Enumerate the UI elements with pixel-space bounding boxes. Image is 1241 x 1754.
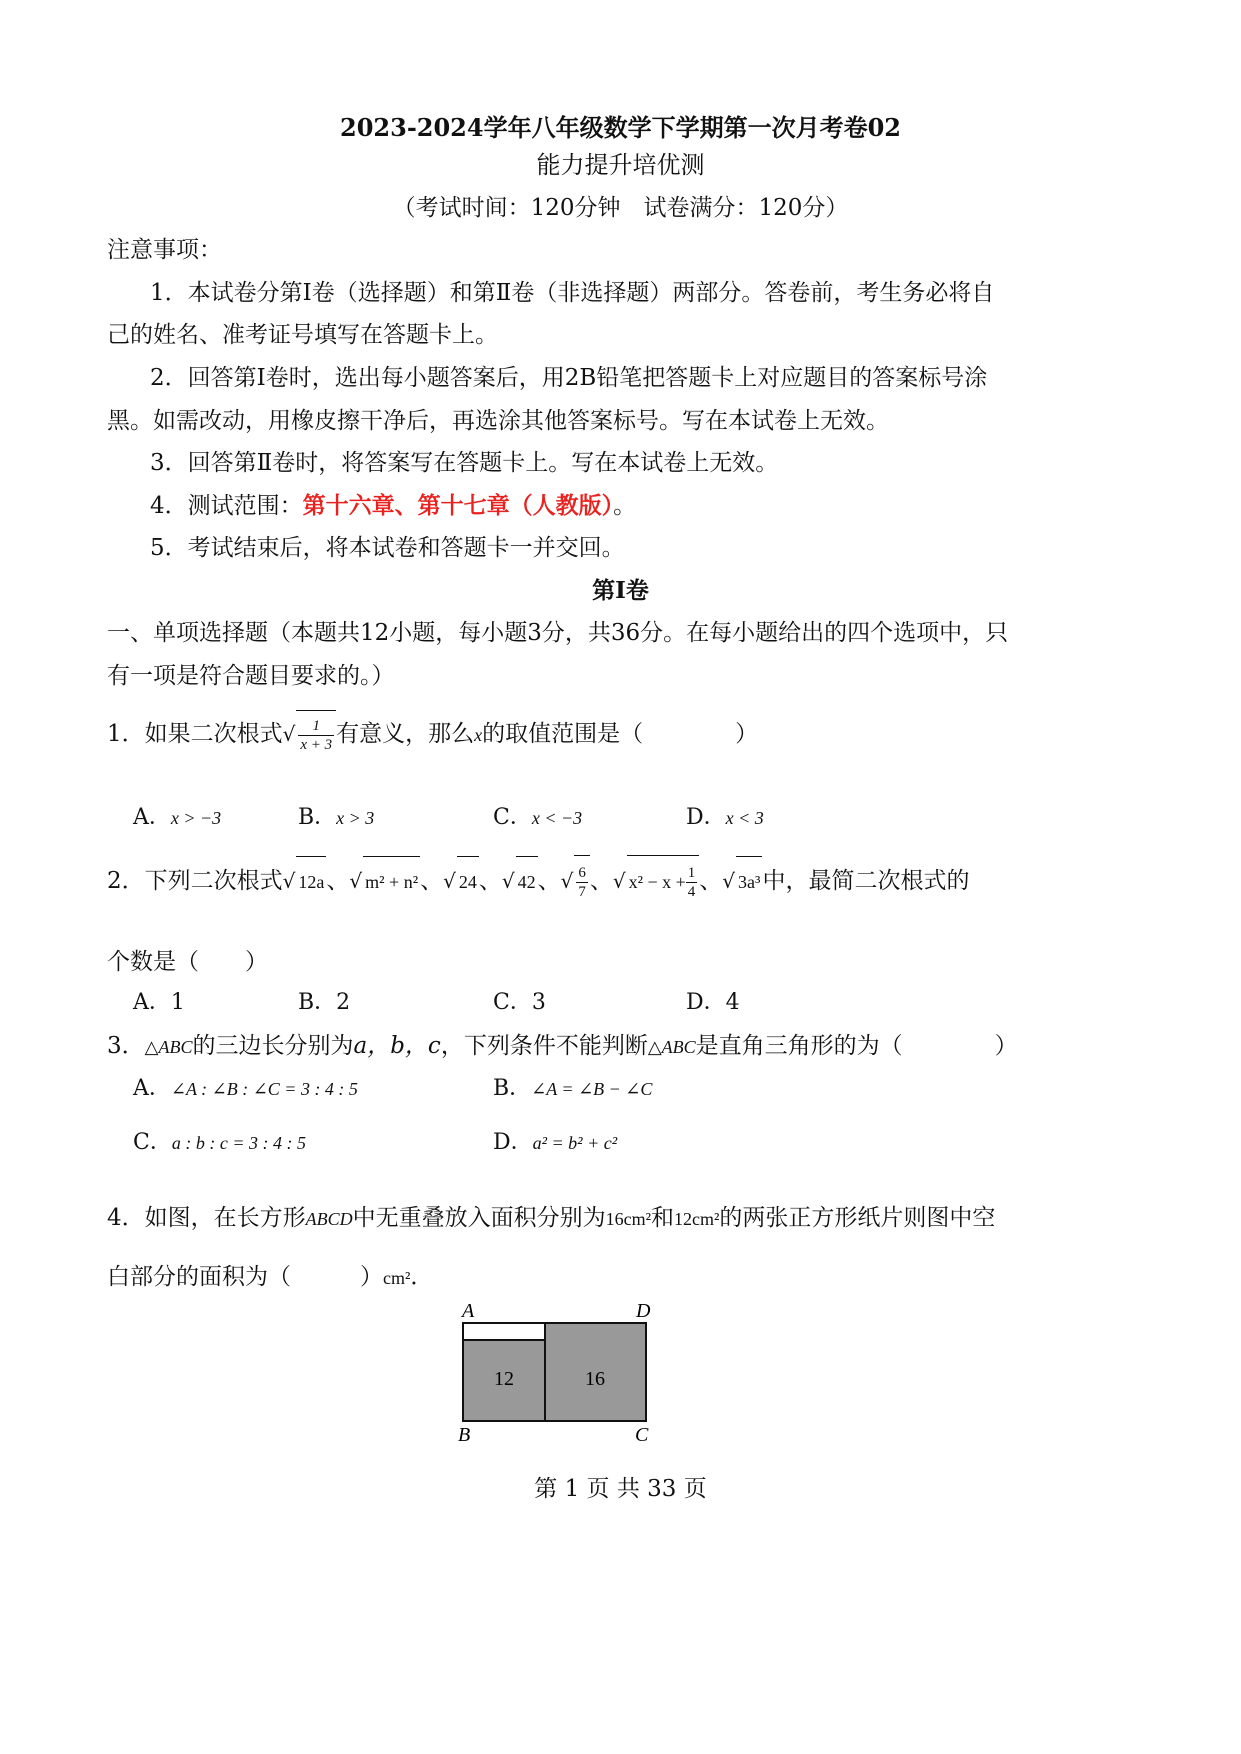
radical-sign-icon: √: [560, 869, 574, 893]
part1-line-2: 有一项是符合题目要求的。）: [107, 663, 395, 689]
volume-title: 第Ⅰ卷: [592, 577, 649, 604]
radical-sign-icon: √: [282, 722, 296, 746]
q1-option-d-text: x < 3: [725, 808, 764, 828]
q3-option-c-text: a : b : c = 3 : 4 : 5: [171, 1133, 306, 1153]
q1-suffix-a: 有意义，那么: [336, 721, 475, 747]
q3-vars: a，b，c: [353, 1033, 441, 1059]
note-2-line-2: 黑。如需改动，用橡皮擦干净后，再选涂其他答案标号。写在本试卷上无效。: [107, 408, 889, 434]
q2-sep: 、: [699, 868, 723, 894]
radical-sign-icon: √: [612, 869, 626, 893]
note-1-line-2: 己的姓名、准考证号填写在答题卡上。: [107, 322, 498, 348]
q3-option-b[interactable]: [493, 1074, 652, 1104]
radical-sign-icon: √: [722, 869, 736, 893]
q3-option-a[interactable]: [133, 1074, 358, 1104]
q3-suffix: 是直角三角形的为（ ）: [695, 1033, 1018, 1059]
q1-option-c-text: x < −3: [531, 808, 583, 828]
q2-sep: 、: [326, 868, 350, 894]
q2-option-b[interactable]: B．2: [298, 990, 351, 1015]
question-1: [107, 710, 758, 758]
q2-radicand-2: m² + n²: [363, 856, 420, 907]
q2-r5-den: 7: [578, 883, 586, 900]
q2-r5-num: 6: [578, 864, 586, 881]
q4-suffix: 的两张正方形纸片则图中空: [719, 1205, 996, 1231]
vertex-c-label: C: [635, 1424, 649, 1446]
question-4: [107, 1203, 995, 1234]
q3-option-a-text: ∠A : ∠B : ∠C = 3 : 4 : 5: [170, 1079, 358, 1099]
vertex-d-label: D: [636, 1300, 651, 1322]
q4-mid-a: 中无重叠放入面积分别为: [352, 1205, 606, 1231]
q1-option-d-label: D．: [686, 805, 726, 830]
q1-option-a-text: x > −3: [170, 808, 222, 828]
q2-radicand-5: [574, 855, 590, 906]
q1-radicand: [296, 710, 336, 757]
q1-option-c[interactable]: [493, 803, 582, 833]
q4-line-2-text: 白部分的面积为（ ）: [107, 1264, 383, 1290]
q2-sep: 、: [420, 868, 444, 894]
q4-prefix: 4．如图，在长方形: [107, 1205, 306, 1231]
exam-title: 2023-2024学年八年级数学下学期第一次月考卷02: [340, 113, 901, 142]
large-square-label: 16: [585, 1368, 605, 1390]
q4-rect: ABCD: [305, 1209, 353, 1229]
q1-option-c-label: C．: [493, 805, 532, 830]
q1-option-a[interactable]: [133, 803, 221, 833]
q2-radicand-7: 3a³: [736, 856, 762, 907]
q2-line-2: 个数是（ ）: [107, 949, 268, 975]
vertex-a-label: A: [462, 1300, 475, 1322]
note-3: 3．回答第Ⅱ卷时，将答案写在答题卡上。写在本试卷上无效。: [150, 450, 779, 476]
q2-radicand-1: 12a: [296, 856, 326, 907]
radical-sign-icon: √: [349, 869, 363, 893]
q3-mid-b: ，下列条件不能判断: [440, 1033, 648, 1059]
q3-option-a-label: A．: [133, 1076, 171, 1101]
q2-radicand-6: [627, 855, 700, 907]
q2-suffix: 中，最简二次根式的: [762, 868, 970, 894]
note-1-line-1: 1．本试卷分第Ⅰ卷（选择题）和第Ⅱ卷（非选择题）两部分。答卷前，考生务必将自: [150, 280, 995, 306]
question-3: [107, 1031, 1018, 1062]
q2-sep: 、: [589, 868, 613, 894]
q2-option-d[interactable]: D．4: [686, 990, 740, 1015]
note-4-prefix: 4．测试范围：: [150, 493, 303, 519]
part1-line-1: 一、单项选择题（本题共12小题，每小题3分，共36分。在每小题给出的四个选项中，只: [107, 620, 1009, 646]
note-4-suffix: 。: [613, 493, 637, 519]
q1-option-a-label: A．: [133, 805, 171, 830]
vertex-b-label: B: [458, 1424, 471, 1446]
q4-mid-b: 和: [651, 1205, 675, 1231]
q1-suffix-b: 的取值范围是（ ）: [482, 721, 759, 747]
q2-radicand-3: 24: [457, 856, 479, 907]
q1-option-b[interactable]: [298, 803, 374, 833]
q3-triangle: △ABC: [144, 1037, 193, 1057]
q3-option-d-label: D．: [493, 1130, 533, 1155]
q3-option-c-label: C．: [133, 1130, 172, 1155]
q1-frac-num: 1: [312, 717, 321, 734]
notes-heading: 注意事项：: [107, 237, 222, 263]
q3-option-c[interactable]: [133, 1128, 306, 1158]
q1-frac-den: x + 3: [300, 736, 333, 753]
question-2: [107, 855, 969, 907]
q1-var: x: [474, 725, 483, 745]
q4-end: ．: [410, 1264, 434, 1290]
q3-mid-a: 的三边长分别为: [192, 1033, 354, 1059]
q2-r6-num: 1: [687, 864, 696, 881]
q4-area-2: 12cm²: [674, 1209, 720, 1229]
q4-line-2: [107, 1262, 433, 1293]
q3-option-b-text: ∠A = ∠B − ∠C: [531, 1079, 653, 1099]
radical-sign-icon: √: [443, 869, 456, 893]
q4-area-1: 16cm²: [605, 1209, 652, 1229]
q3-option-d[interactable]: [493, 1128, 617, 1158]
q2-r6-a: x² − x +: [628, 872, 686, 892]
q2-prefix: 2．下列二次根式: [107, 868, 283, 894]
note-4-scope: 第十六章、第十七章（人教版）: [302, 492, 614, 519]
q2-option-a[interactable]: A．1: [133, 990, 185, 1015]
exam-subtitle: 能力提升培优测: [536, 151, 705, 179]
q1-option-b-label: B．: [298, 805, 337, 830]
small-square-label: 12: [494, 1368, 514, 1390]
radical-sign-icon: √: [282, 869, 296, 893]
q2-sep: 、: [537, 868, 561, 894]
note-4: [150, 491, 636, 521]
radical-sign-icon: √: [501, 869, 515, 893]
q2-r6-den: 4: [687, 883, 696, 900]
page-footer: 第 1 页 共 33 页: [534, 1476, 707, 1502]
q1-option-b-text: x > 3: [336, 808, 375, 828]
q3-option-d-text: a² = b² + c²: [532, 1133, 618, 1153]
q3-option-b-label: B．: [493, 1076, 532, 1101]
q4-unit: cm²: [383, 1268, 411, 1288]
rectangle-figure: [440, 1295, 670, 1455]
q2-radicand-4: 42: [516, 856, 538, 907]
note-5: 5．考试结束后，将本试卷和答题卡一并交回。: [150, 535, 625, 561]
note-2-line-1: 2．回答第Ⅰ卷时，选出每小题答案后，用2B铅笔把答题卡上对应题目的答案标号涂: [150, 365, 988, 391]
q3-triangle: △ABC: [647, 1037, 696, 1057]
q3-prefix: 3．: [107, 1033, 145, 1059]
q2-sep: 、: [478, 868, 502, 894]
q2-option-c[interactable]: C．3: [493, 990, 546, 1015]
exam-info: （考试时间：120分钟 试卷满分：120分）: [392, 195, 849, 221]
q1-prefix: 1．如果二次根式: [107, 721, 283, 747]
q1-option-d[interactable]: [686, 803, 764, 833]
